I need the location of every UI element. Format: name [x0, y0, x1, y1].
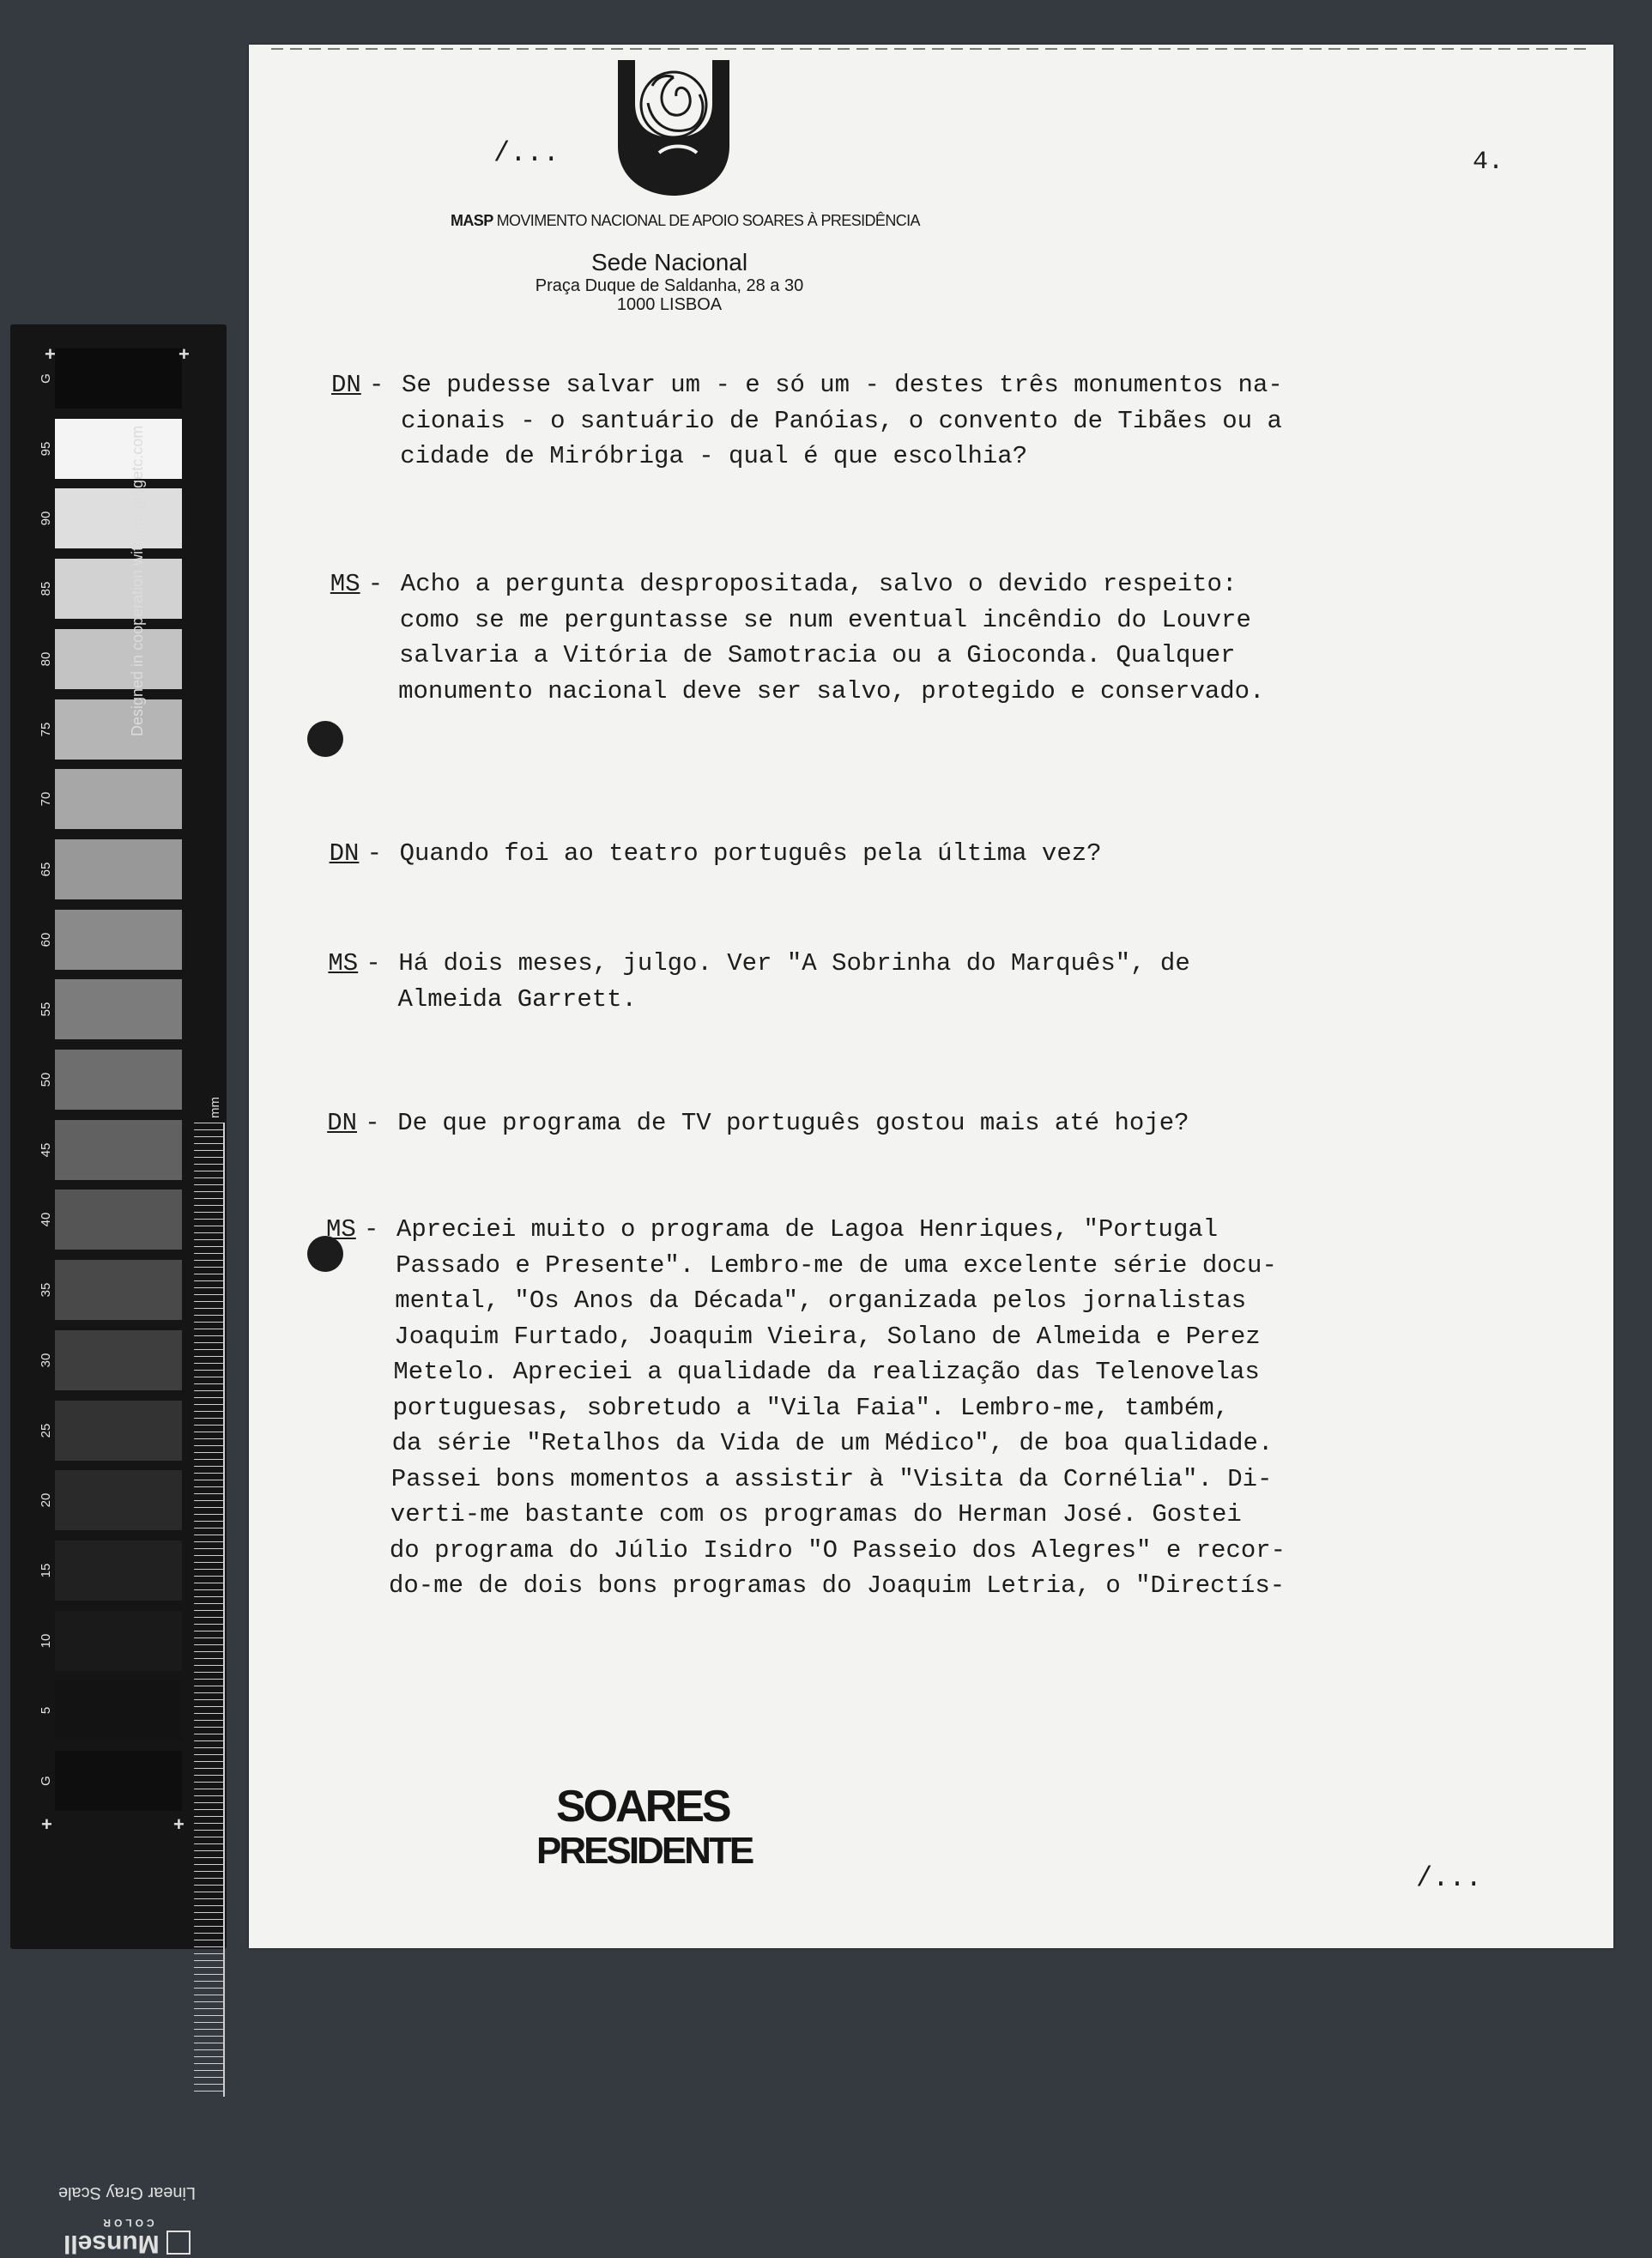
text-line: do programa do Júlio Isidro "O Passeio dos Alegres" e recor-	[389, 1535, 1286, 1565]
gray-patch-label: G	[39, 373, 53, 384]
text-line: da série "Retalhos da Vida de um Médico", de boa qualidade.	[391, 1429, 1274, 1457]
text-line: Se pudesse salvar um - e só um - destes três monumentos na-	[402, 371, 1283, 399]
speaker-dash: -	[369, 371, 384, 399]
gray-patch	[55, 1470, 182, 1530]
scale-title: Linear Gray Scale	[57, 2183, 197, 2202]
gray-patch-label: 60	[39, 932, 53, 947]
continuation-mark-top: /...	[493, 137, 560, 169]
gray-patch-label: 10	[39, 1633, 53, 1648]
continuation-mark-bottom: /...	[1416, 1862, 1482, 1894]
text-line: verti-me bastante com os programas do Herman José. Gostei	[390, 1500, 1242, 1529]
gray-patch-label: 50	[39, 1072, 53, 1087]
address-street: Praça Duque de Saldanha, 28 a 30	[535, 276, 804, 295]
document-page	[249, 45, 1613, 1948]
speaker-dash: -	[366, 839, 382, 868]
speaker-label: MS	[330, 570, 360, 598]
gray-patch-label: 35	[39, 1282, 53, 1298]
gray-patch	[55, 1330, 182, 1390]
speaker-dash: -	[367, 570, 384, 598]
gray-patch	[55, 1751, 182, 1811]
slogan-soares: SOARES	[556, 1782, 729, 1831]
gray-patch-label: 70	[39, 791, 53, 807]
speaker-dash: -	[364, 1215, 379, 1244]
gray-patch-label: 80	[39, 651, 53, 667]
text-line: De que programa de TV português gostou mais até hoje?	[397, 1109, 1189, 1137]
gray-patch-label: 45	[39, 1142, 53, 1158]
text-line: Joaquim Furtado, Joaquim Vieira, Solano de Almeida e Perez	[394, 1322, 1261, 1351]
gray-patch	[55, 1190, 182, 1250]
text-line: Almeida Garrett.	[397, 984, 637, 1014]
mm-ruler	[194, 1123, 225, 2097]
scale-credit: Designed in cooperation with imagingetc.com	[129, 425, 146, 736]
slogan-presidente: PRESIDENTE	[536, 1830, 753, 1872]
text-line: monumento nacional deve ser salvo, protegido e conservado.	[398, 676, 1265, 705]
gray-patch-label: 55	[39, 1002, 53, 1017]
text-line: do-me de dois bons programas do Joaquim Letria, o "Directís-	[389, 1571, 1286, 1600]
gray-patch	[55, 1680, 182, 1740]
gray-patch-label: 85	[39, 581, 53, 596]
gray-patch-label: 75	[39, 722, 53, 736]
scale-brand	[41, 2217, 213, 2258]
gray-patch-label: 15	[39, 1563, 53, 1578]
address-title: Sede Nacional	[590, 249, 748, 275]
speaker-dash: -	[365, 1109, 380, 1137]
gray-scale-card	[10, 324, 227, 2258]
plus-mark: +	[173, 1813, 185, 1835]
plus-mark: +	[179, 343, 190, 365]
gray-patch-label: 5	[39, 1707, 53, 1715]
punch-hole	[307, 721, 343, 757]
gray-patch	[55, 348, 182, 409]
text-line: Há dois meses, julgo. Ver "A Sobrinha do Marquês", de	[398, 949, 1190, 978]
speaker-label: MS	[326, 1215, 356, 1244]
speaker-label: DN	[327, 1109, 357, 1137]
speaker-label: DN	[329, 839, 360, 868]
text-line: Acho a pergunta despropositada, salvo o devido respeito:	[400, 570, 1237, 598]
address-city: 1000 LISBOA	[616, 295, 723, 314]
text-line: cidade de Miróbriga - qual é que escolhia?	[400, 442, 1028, 470]
gray-patch	[55, 488, 182, 548]
gray-patch-label: 40	[39, 1213, 53, 1227]
gray-patch	[55, 419, 182, 479]
gray-patch	[55, 629, 182, 689]
gray-patch	[55, 559, 182, 619]
gray-patch-label: 25	[39, 1423, 53, 1438]
text-line: Apreciei muito o programa de Lagoa Henriques, "Portugal	[396, 1215, 1219, 1244]
plus-mark: +	[41, 1813, 52, 1835]
org-abbreviation: MASP	[451, 212, 493, 229]
scale-brand-sub: COLOR	[100, 2217, 154, 2229]
torn-top-edge	[271, 48, 1593, 50]
org-full-name: MOVIMENTO NACIONAL DE APOIO SOARES À PRESIDÊNCIA	[496, 212, 920, 229]
text-line: cionais - o santuário de Panóias, o convento de Tibães ou a	[401, 406, 1282, 435]
text-line: Quando foi ao teatro português pela última vez?	[399, 839, 1102, 868]
gray-patch	[55, 1541, 182, 1601]
scale-unit: mm	[208, 1097, 222, 1118]
speaker-label: DN	[331, 371, 361, 399]
speaker-dash: -	[366, 949, 381, 978]
gray-patch	[55, 1611, 182, 1671]
organization-name	[451, 212, 923, 236]
speaker-label: MS	[328, 949, 359, 978]
gray-patch	[55, 1050, 182, 1110]
gray-patch	[55, 1401, 182, 1461]
gray-patch-label: 20	[39, 1492, 53, 1508]
gray-patch	[55, 769, 182, 829]
text-line: Passado e Presente". Lembro-me de uma excelente série docu-	[396, 1250, 1277, 1280]
rose-logo-icon	[609, 51, 738, 197]
text-line: mental, "Os Anos da Década", organizada pelos jornalistas	[395, 1286, 1247, 1315]
text-line: Passei bons momentos a assistir à "Visita da Cornélia". Di-	[390, 1464, 1273, 1493]
plus-mark: +	[45, 343, 56, 365]
page-number: 4.	[1473, 148, 1504, 177]
text-line: portuguesas, sobretudo a "Vila Faia". Lembro-me, também,	[392, 1393, 1230, 1422]
gray-patch-label: G	[39, 1776, 53, 1786]
text-line: como se me perguntasse se num eventual incêndio do Louvre	[399, 605, 1251, 634]
gray-patch	[55, 979, 182, 1039]
gray-patch-label: 65	[39, 862, 53, 877]
gray-patch	[55, 1120, 182, 1180]
munsell-logo-icon	[166, 2231, 191, 2255]
gray-patch	[55, 910, 182, 970]
gray-patch-label: 30	[39, 1353, 53, 1368]
gray-patch-label: 95	[39, 441, 53, 457]
text-line: salvaria a Vitória de Samotracia ou a Gioconda. Qualquer	[399, 641, 1236, 669]
gray-patch-label: 90	[39, 512, 53, 526]
scale-brand-name: Munsell	[63, 2230, 160, 2258]
text-line: Metelo. Apreciei a qualidade da realização das Telenovelas	[393, 1358, 1260, 1386]
gray-patch	[55, 1260, 182, 1320]
gray-patch	[55, 699, 182, 760]
gray-patch	[55, 839, 182, 899]
